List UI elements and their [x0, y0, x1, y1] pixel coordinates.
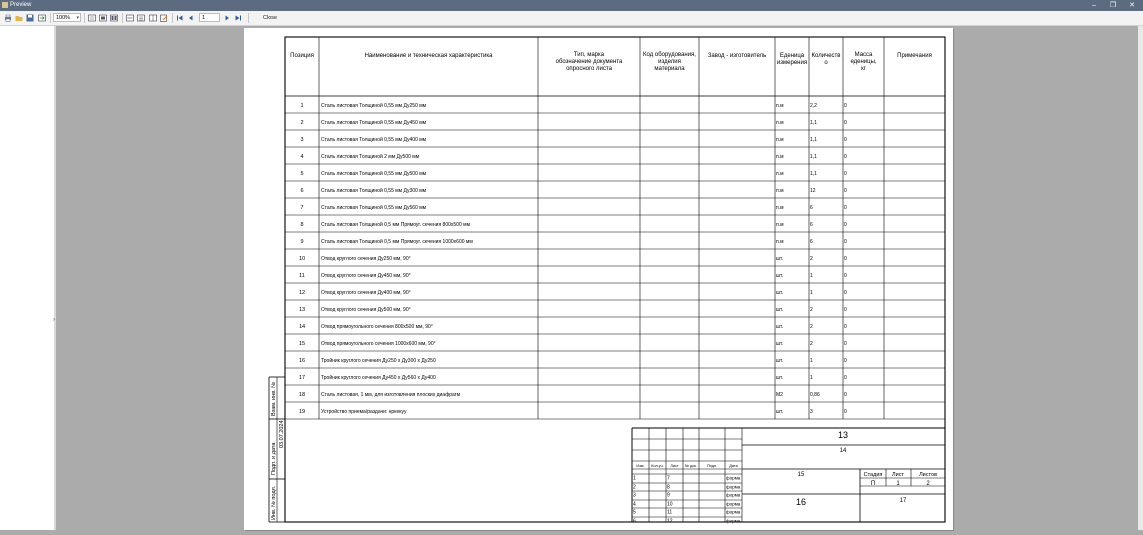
cell-quantity: 1,1 — [810, 120, 817, 126]
cell-mass: 0 — [844, 239, 847, 245]
page-number-input[interactable]: 1 — [199, 13, 220, 22]
window-titlebar — [0, 0, 1143, 11]
multi-page-icon[interactable] — [149, 14, 157, 22]
cell-quantity: 2 — [810, 324, 813, 330]
cell-name: Отвод круглого сечения Ду400 мм, 90° — [321, 290, 411, 296]
app-icon — [2, 2, 8, 8]
column-header: опросного листа — [566, 66, 612, 72]
column-header: о — [824, 60, 828, 66]
column-header: материала — [654, 66, 685, 72]
cell-position: 3 — [300, 137, 304, 143]
title-col-header: Дата — [729, 464, 738, 468]
cell-quantity: 6 — [810, 222, 813, 228]
sheet-label: Лист — [892, 472, 904, 478]
column-header: Код оборудования, — [643, 52, 696, 58]
cell-quantity: 1,1 — [810, 137, 817, 143]
cell-mass: 0 — [844, 392, 847, 398]
cell-mass: 0 — [844, 409, 847, 415]
edit-icon[interactable] — [160, 14, 168, 22]
stamp-label-inventory: Инв. № подл. — [271, 485, 277, 520]
rev-number: 4 — [633, 501, 636, 508]
rev-number: 3 — [633, 492, 636, 499]
export-icon[interactable] — [38, 14, 46, 22]
one-page-icon[interactable] — [99, 14, 107, 22]
window-title: Preview — [10, 2, 32, 8]
cell-position: 12 — [298, 290, 306, 296]
cell-name: Отвод прямоугольного сечения 800х500 мм, 90° — [321, 324, 433, 330]
cell-position: 1 — [300, 103, 304, 109]
cell-unit: п.м — [776, 188, 784, 194]
document-title: 16 — [795, 497, 807, 507]
cell-position: 18 — [298, 392, 306, 398]
open-icon[interactable] — [15, 14, 23, 22]
cell-name: Сталь листовая Толщиной 2 мм Ду500 мм — [321, 154, 420, 160]
document-code: 13 — [837, 430, 849, 440]
cell-quantity: 1 — [810, 273, 813, 279]
cell-mass: 0 — [844, 290, 847, 296]
first-page-icon[interactable] — [176, 14, 184, 22]
column-header: Тип, марка — [573, 52, 605, 58]
cell-name: Отвод прямоугольного сечения 1000х600 мм, 90° — [321, 341, 436, 347]
print-icon[interactable] — [4, 14, 12, 22]
cell-name: Сталь листовая Толщиной 0,5 мм Прямоуг. сечения 800х500 мм — [321, 222, 471, 228]
organization-name: 17 — [899, 498, 907, 504]
cell-unit: шт. — [776, 409, 784, 415]
cell-mass: 0 — [844, 137, 847, 143]
page-setup-icon[interactable] — [88, 14, 96, 22]
zoom-select[interactable] — [53, 13, 81, 22]
cell-name: Сталь листовая Толщиной 0,55 мм Ду400 мм — [321, 137, 427, 143]
column-header: обозначение документа — [555, 59, 623, 65]
column-header: Количеств — [811, 53, 841, 59]
rev-sheet: 10 — [667, 501, 673, 508]
cell-quantity: 12 — [810, 188, 816, 194]
close-button[interactable]: Close — [263, 15, 278, 21]
cell-mass: 0 — [844, 103, 847, 109]
cell-position: 7 — [300, 205, 304, 211]
cell-mass: 0 — [844, 120, 847, 126]
title-col-header: № док. — [684, 464, 698, 468]
column-header: Завод - изготовитель — [707, 53, 767, 59]
fit-page-icon[interactable] — [137, 14, 145, 22]
cell-name: Сталь листовая Толщиной 0,55 мм Ду250 мм — [321, 103, 427, 109]
cell-quantity: 2 — [810, 341, 813, 347]
prev-page-icon[interactable] — [187, 14, 195, 22]
object-name: 14 — [839, 448, 847, 454]
cell-unit: М2 — [776, 392, 783, 398]
save-icon[interactable] — [26, 14, 34, 22]
cell-unit: шт. — [776, 324, 784, 330]
sheets-value: 2 — [926, 481, 930, 487]
column-header: измерения — [776, 60, 808, 66]
rev-date: форма — [726, 518, 741, 524]
next-page-icon[interactable] — [223, 14, 231, 22]
cell-mass: 0 — [844, 205, 847, 211]
cell-position: 13 — [298, 307, 306, 313]
cell-unit: п.м — [776, 120, 784, 126]
cell-unit: шт. — [776, 307, 784, 313]
cell-mass: 0 — [844, 324, 847, 330]
cell-quantity: 1,1 — [810, 154, 817, 160]
cell-unit: шт. — [776, 375, 784, 381]
cell-position: 16 — [298, 358, 306, 364]
rev-sheet: 12 — [667, 518, 673, 525]
cell-quantity: 3 — [810, 409, 813, 415]
rev-number: 5 — [633, 509, 636, 516]
sheet-value: 1 — [896, 481, 900, 487]
cell-quantity: 6 — [810, 239, 813, 245]
rev-date: форма — [726, 501, 741, 507]
stage-value: П — [870, 481, 876, 487]
cell-position: 5 — [300, 171, 304, 177]
cell-unit: шт. — [776, 290, 784, 296]
cell-position: 15 — [298, 341, 306, 347]
cell-name: Тройник круглого сечения Ду250 х Ду300 х Ду250 — [321, 358, 436, 364]
cell-position: 9 — [300, 239, 304, 245]
cell-name: Сталь листовая, 1 мм, для изготовления плоских диафрагм — [321, 392, 461, 398]
document-page — [244, 28, 953, 530]
column-header: изделия — [658, 59, 681, 65]
cell-unit: п.м — [776, 103, 784, 109]
cell-unit: п.м — [776, 205, 784, 211]
chevron-down-icon: ▾ — [76, 15, 79, 21]
cell-unit: шт. — [776, 256, 784, 262]
title-col-header: Лист — [670, 464, 679, 468]
fit-width-icon[interactable] — [126, 14, 134, 22]
cell-name: Сталь листовая Толщиной 0,55 мм Ду450 мм — [321, 120, 427, 126]
close-window-icon[interactable]: ✕ — [1129, 2, 1135, 9]
cell-name: Отвод круглого сечения Ду450 мм, 90° — [321, 273, 411, 279]
rev-date: форма — [726, 492, 741, 498]
column-header: Еденица — [779, 53, 805, 59]
rev-number: 2 — [633, 484, 636, 491]
rev-number: 6 — [633, 518, 636, 525]
toolbar — [0, 11, 1143, 26]
title-col-header: Подп. — [706, 464, 718, 468]
cell-position: 4 — [300, 154, 304, 160]
document-sheet — [244, 28, 953, 530]
stage-label: Стадия — [863, 472, 883, 478]
cell-quantity: 6 — [810, 205, 813, 211]
cell-position: 11 — [299, 273, 305, 279]
cell-name: Сталь листовая Толщиной 0,5 мм Прямоуг. сечения 1000х600 мм — [321, 239, 473, 245]
cell-name: Отвод круглого сечения Ду500 мм, 90° — [321, 307, 411, 313]
cell-position: 19 — [298, 409, 306, 415]
cell-name: Устройство приема/раздачи: нркекуу — [321, 409, 407, 415]
cell-unit: шт. — [776, 341, 784, 347]
cell-quantity: 1,1 — [810, 171, 817, 177]
zoom-value: 100% — [56, 15, 71, 21]
cell-unit: шт. — [776, 358, 784, 364]
cell-quantity: 1 — [810, 290, 813, 296]
pane-splitter[interactable] — [54, 26, 56, 530]
cell-unit: п.м — [776, 239, 784, 245]
cell-mass: 0 — [844, 171, 847, 177]
cell-mass: 0 — [844, 273, 847, 279]
cell-mass: 0 — [844, 222, 847, 228]
column-header: Позиция — [290, 53, 314, 59]
cell-name: Тройник круглого сечения Ду450 х Ду560 х Ду400 — [321, 375, 436, 381]
splitter-grip-icon[interactable]: › — [53, 317, 55, 323]
rev-sheet: 7 — [667, 475, 670, 482]
sheets-label: Листов — [919, 472, 937, 478]
column-header: еденицы, — [850, 59, 877, 65]
cell-name: Сталь листовая Толщиной 0,55 мм Ду300 мм — [321, 188, 427, 194]
cell-quantity: 2 — [810, 307, 813, 313]
stamp-label-signed: Подп. и дата — [271, 442, 277, 475]
cell-unit: п.м — [776, 154, 784, 160]
cell-unit: п.м — [776, 171, 784, 177]
minimize-icon[interactable]: – — [1092, 2, 1096, 9]
rev-sheet: 8 — [667, 484, 670, 491]
cell-mass: 0 — [844, 375, 847, 381]
thumbnail-pane — [0, 26, 55, 530]
cell-position: 6 — [300, 188, 304, 194]
cell-mass: 0 — [844, 154, 847, 160]
column-header: кг — [861, 66, 866, 72]
column-header: Масса — [854, 52, 873, 58]
cell-mass: 0 — [844, 358, 847, 364]
two-pages-icon[interactable] — [110, 14, 118, 22]
stamp-date: 03.07.2024 — [279, 420, 285, 448]
last-page-icon[interactable] — [234, 14, 242, 22]
cell-unit: шт. — [776, 273, 784, 279]
cell-mass: 0 — [844, 256, 847, 262]
rev-sheet: 11 — [667, 509, 673, 516]
cell-quantity: 1 — [810, 358, 813, 364]
rev-date: форма — [726, 484, 741, 490]
vertical-scrollbar[interactable] — [1138, 26, 1143, 530]
cell-name: Сталь листовая Толщиной 0,55 мм Ду560 мм — [321, 205, 427, 211]
drawing-name: 15 — [797, 472, 805, 478]
cell-name: Сталь листовая Толщиной 0,55 мм Ду500 мм — [321, 171, 427, 177]
maximize-icon[interactable]: ❐ — [1109, 2, 1117, 9]
cell-mass: 0 — [844, 307, 847, 313]
cell-quantity: 2,2 — [810, 103, 817, 109]
cell-unit: п.м — [776, 137, 784, 143]
rev-date: форма — [726, 509, 741, 515]
column-header: Примечания — [897, 53, 932, 59]
cell-quantity: 2 — [810, 256, 813, 262]
cell-quantity: 1 — [810, 375, 813, 381]
rev-sheet: 9 — [667, 492, 670, 499]
title-col-header: Изм. — [636, 464, 645, 468]
title-col-header: Кол.уч. — [651, 464, 664, 468]
cell-position: 10 — [298, 256, 306, 262]
cell-position: 14 — [298, 324, 306, 330]
cell-mass: 0 — [844, 341, 847, 347]
cell-mass: 0 — [844, 188, 847, 194]
cell-quantity: 0,86 — [810, 392, 820, 398]
column-header: Наименование и техническая характеристика — [364, 53, 493, 59]
cell-unit: п.м — [776, 222, 784, 228]
rev-number: 1 — [633, 475, 636, 482]
stamp-label-replaced: Взам. инв. № — [271, 381, 277, 416]
cell-position: 2 — [300, 120, 304, 126]
cell-position: 8 — [300, 222, 304, 228]
rev-date: форма — [726, 475, 741, 481]
cell-position: 17 — [298, 375, 306, 381]
cell-name: Отвод круглого сечения Ду250 мм, 90° — [321, 256, 411, 262]
